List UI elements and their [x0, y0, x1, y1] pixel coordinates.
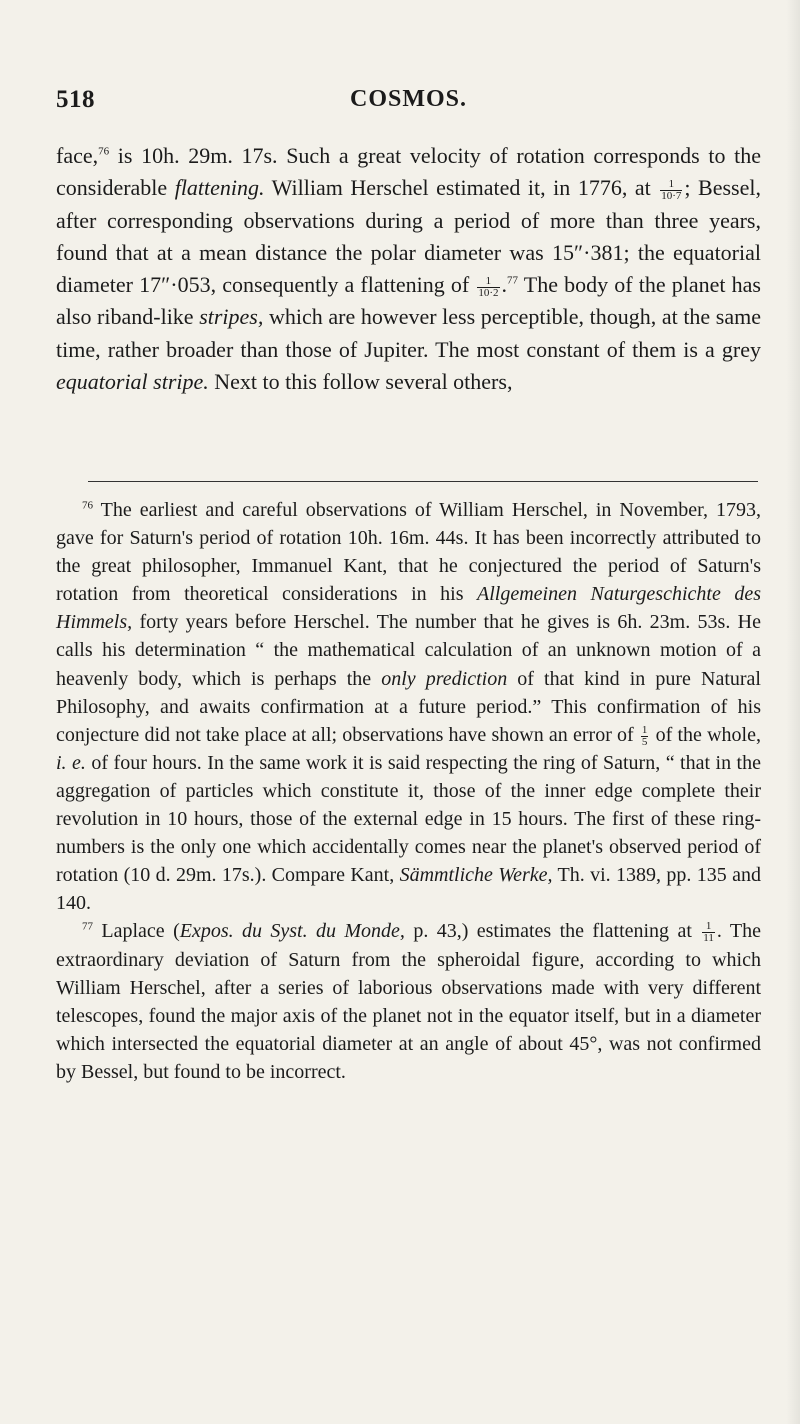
text-segment: Laplace ( [93, 920, 180, 943]
text-segment: of the whole, [650, 723, 761, 746]
footnote-divider [88, 481, 758, 482]
footnote-76 [56, 496, 761, 917]
footnote-ref-77: 77 [507, 274, 518, 287]
italic-book-title: Expos. du Syst. du Monde, [179, 920, 405, 943]
running-title: COSMOS. [349, 86, 467, 112]
italic-book-title: Allgemeinen Naturgeschichte des Himmels, [56, 583, 761, 634]
fraction-numerator: 1 [477, 276, 499, 288]
page-number: 518 [56, 86, 95, 113]
fraction-denominator: 10·7 [661, 189, 682, 202]
text-segment: of that kind in pure Natural Philosophy, and awaits confirmation at a future period.” This confirmation of his conjecture did not take place at all; observations have shown an error of [56, 667, 761, 746]
text-segment: forty years before Herschel. The number that he gives is 6h. 23m. 53s. He calls his determination “ the mathematical calculation of an unknown motion of a heavenly body, which is perhaps the [56, 611, 761, 690]
text-segment: The earliest and careful observations of William Herschel, in November, 1793, gave for Saturn's period of rotation 10h. 16m. 44s. It has been incorrectly attributed to the great philosopher, Immanuel Kant, that he conjectured the period of Saturn's rotation from theoretical considerations in his [56, 499, 761, 606]
italic-book-title: Sämmtliche Werke, [399, 864, 553, 887]
running-head [56, 86, 761, 120]
book-page [56, 0, 761, 1424]
italic-abbreviation: i. e. [56, 751, 86, 774]
italic-phrase: only prediction [381, 667, 508, 690]
text-segment: face, [56, 143, 99, 168]
text-segment: . The extraordinary deviation of Saturn from the spheroidal figure, according to which William Herschel, after a series of laborious observations made with very different telescopes, found the major axis of the planet not in the equator itself, but in a diameter which intersected the equatorial diameter at an angle of about 45°, was not confirmed by Bessel, but found to be incorrect. [56, 920, 761, 1083]
footnote-ref-76: 76 [98, 145, 110, 158]
main-text [56, 140, 761, 398]
text-segment: of four hours. In the same work it is said respecting the ring of Saturn, “ that in the aggregation of particles which constitute it, those of the inner edge complete their revolution in 10 hours, those of the external edge in 15 hours. The first of these ring-numbers is the only one which accidentally comes near the planet's observed period of rotation (10 d. 29m. 17s.). Compare Kant, [56, 751, 761, 887]
fraction-numerator: 1 [660, 179, 682, 191]
text-segment: Next to this follow several others, [208, 369, 513, 395]
text-segment: . [501, 272, 507, 298]
fraction-denominator: 11 [703, 932, 714, 945]
fraction-denominator: 5 [641, 735, 648, 748]
main-paragraph [56, 140, 761, 398]
footnote-marker-77: 77 [82, 920, 93, 933]
text-segment: is 10h. 29m. 17s. Such a great velocity of rotation corresponds to the considerable [56, 143, 761, 201]
fraction-numerator: 1 [641, 723, 648, 736]
footnote-marker-76: 76 [82, 499, 93, 512]
page-edge-shadow [786, 0, 800, 1424]
footnotes [56, 496, 761, 1086]
fraction-error [641, 725, 649, 748]
text-segment: Th. vi. 1389, pp. 135 and 140. [56, 864, 761, 915]
footnote-77 [56, 917, 761, 1086]
text-segment: which are however less perceptible, though, at the same time, rather broader than those of Jupiter. The most constant of them is a grey [56, 304, 762, 362]
text-segment: William Herschel estimated it, in 1776, at [264, 175, 659, 201]
text-segment: p. 43,) estimates the flattening at [404, 920, 701, 943]
text-segment: The body of the planet has also riband-like [56, 272, 761, 330]
italic-term-stripes: stripes, [199, 304, 264, 330]
fraction-numerator: 1 [702, 921, 715, 933]
fraction-herschel [660, 179, 682, 202]
fraction-bessel [477, 276, 499, 299]
italic-term-equatorial-stripe: equatorial stripe. [56, 369, 209, 395]
italic-term-flattening: flattening. [174, 175, 265, 201]
fraction-denominator: 10·2 [478, 286, 499, 299]
fraction-laplace [702, 921, 715, 944]
text-segment: ; Bessel, after corresponding observations during a period of more than three years, found that at a mean distance the polar diameter was 15″·381; the equatorial diameter 17″·053, consequently a flattening of [56, 175, 761, 298]
